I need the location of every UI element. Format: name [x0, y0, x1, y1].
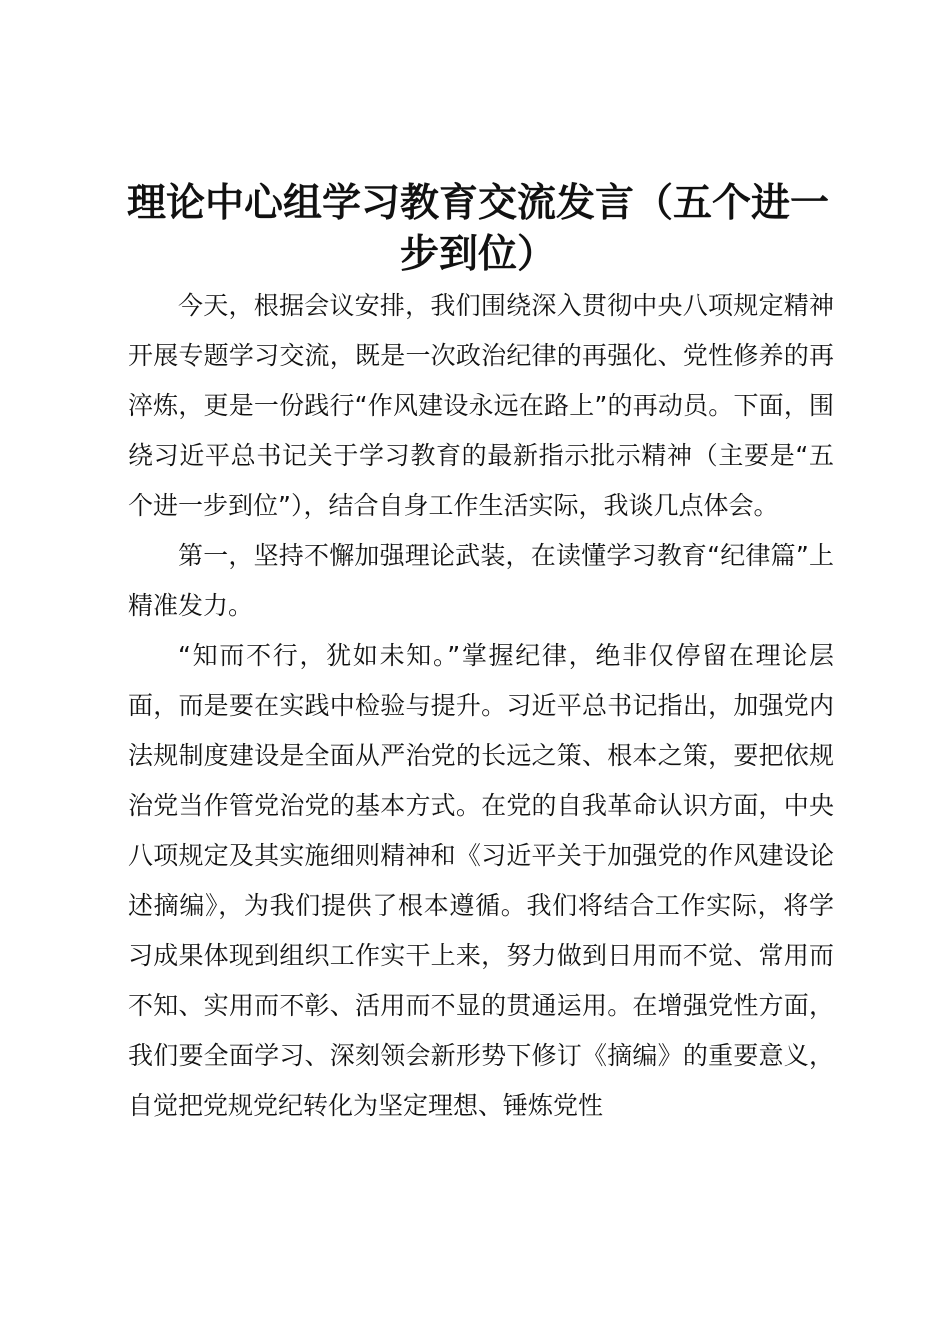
document-body — [128, 281, 834, 1131]
document-title: 理论中心组学习教育交流发言（五个进一步到位） — [126, 181, 829, 277]
paragraph-section-heading: 第一，坚持不懈加强理论武装，在读懂学习教育“纪律篇”上精准发力。 — [128, 541, 834, 620]
paragraph-discipline: “知而不行，犹如未知。”掌握纪律，绝非仅停留在理论层面，而是要在实践中检验与提升。习近平总书记指出，加强党内法规制度建设是全面从严治党的长远之策、根本之策，要把依规治党当作管党治党的基本方式。在党的自我革命认识方面，中央八项规定及其实施细则精神和《习近平关于加强党的作风建设论述摘编》，为我们提供了根本遵循。我们将结合工作实际，将学习成果体现到组织工作实干上来，努力做到日用而不觉、常用而不知、实用而不彰、活用而不显的贯通运用。在增强党性方面，我们要全面学习、深刻领会新形势下修订《摘编》的重要意义，自觉把党规党纪转化为坚定理想、锤炼党性 — [128, 641, 834, 1120]
paragraph-intro: 今天，根据会议安排，我们围绕深入贯彻中央八项规定精神开展专题学习交流，既是一次政治纪律的再强化、党性修养的再淬炼，更是一份践行“作风建设永远在路上”的再动员。下面，围绕习近平总书记关于学习教育的最新指示批示精神（主要是“五个进一步到位”），结合自身工作生活实际，我谈几点体会。 — [128, 291, 834, 520]
